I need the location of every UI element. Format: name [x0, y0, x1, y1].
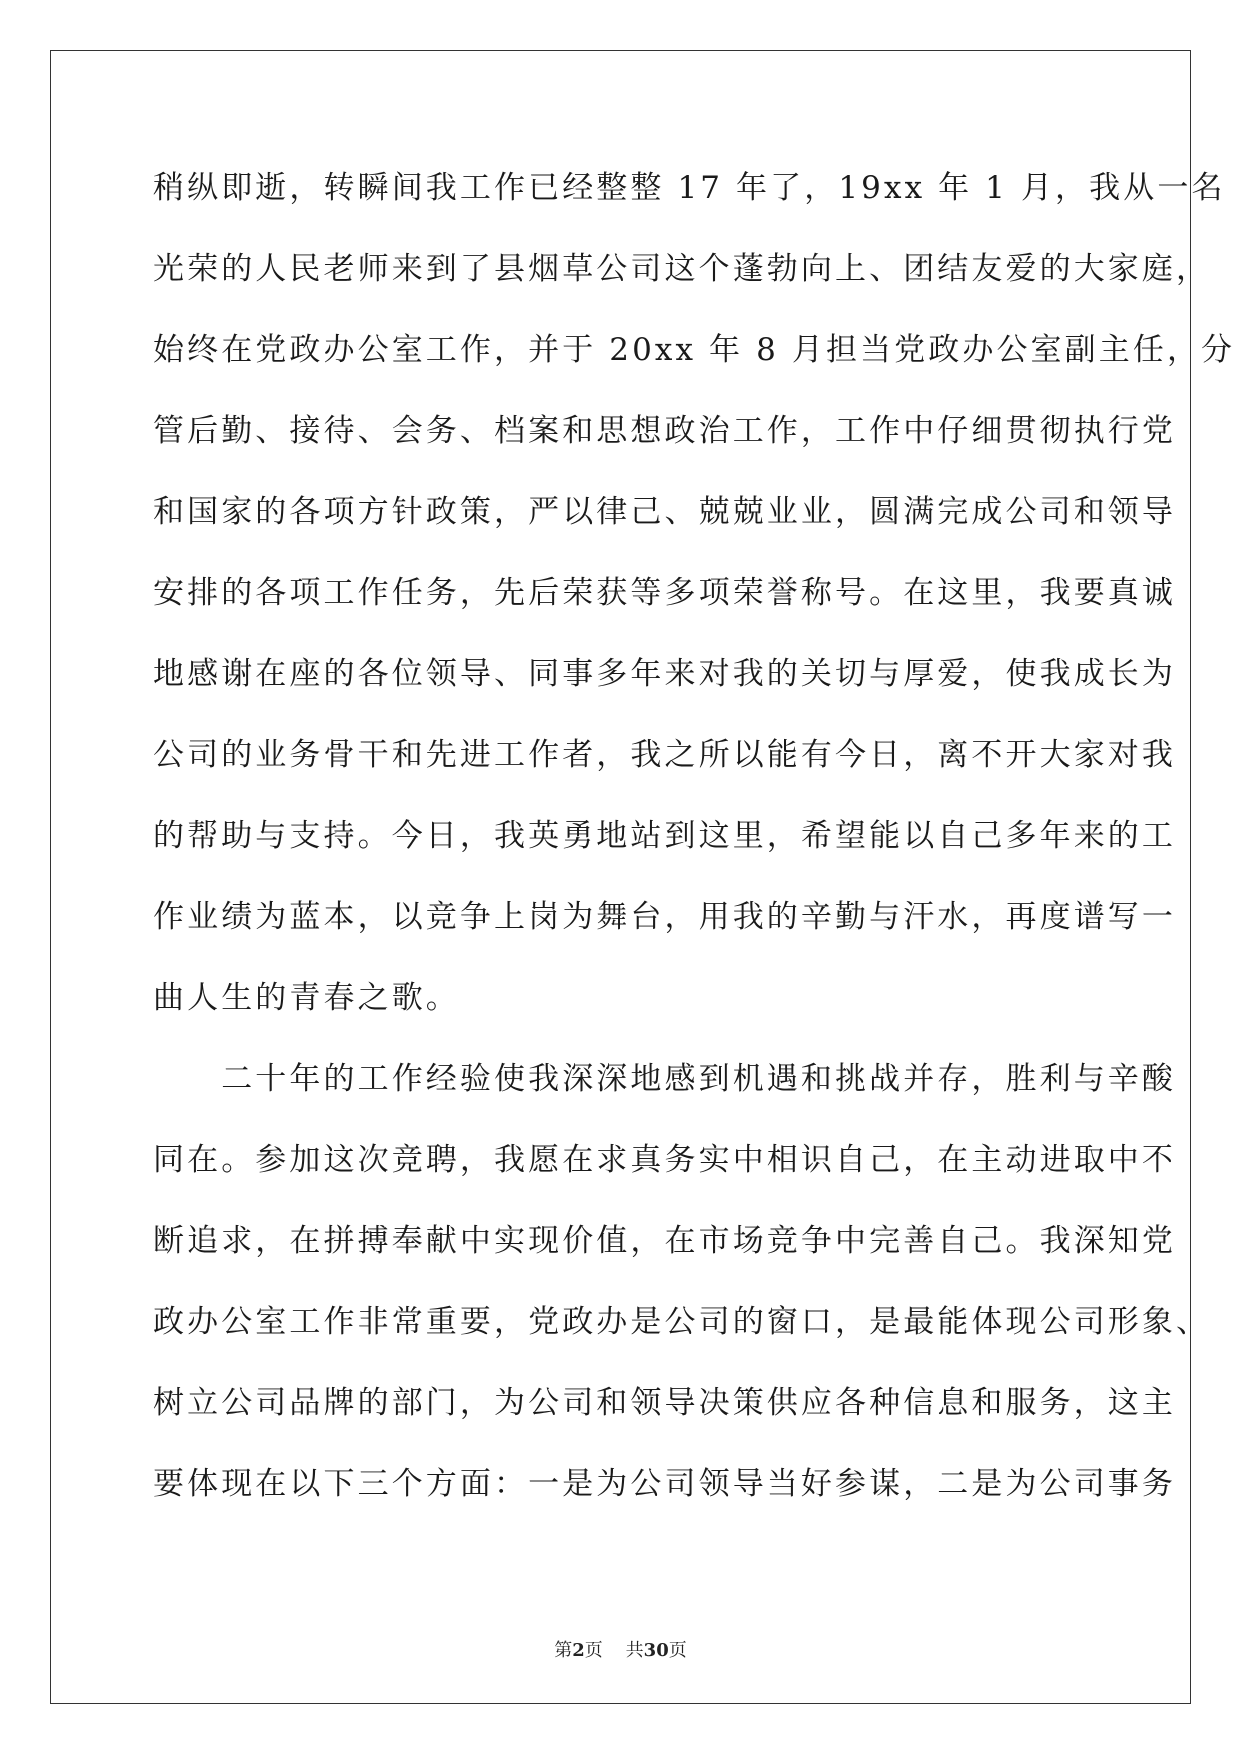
page-prefix: 第 [554, 1640, 573, 1661]
total-suffix: 页 [668, 1640, 687, 1661]
text-line: 曲人生的青春之歌。 [153, 980, 460, 1016]
text-line: 作业绩为蓝本，以竞争上岗为舞台，用我的辛勤与汗水，再度谱写一 [153, 899, 1176, 935]
text-line: 同在。参加这次竞聘，我愿在求真务实中相识自己，在主动进取中不 [153, 1142, 1176, 1178]
text-line: 始终在党政办公室工作，并于 20xx 年 8 月担当党政办公室副主任，分 [153, 332, 1236, 368]
total-pages: 30 [643, 1640, 669, 1661]
document-body [153, 162, 1236, 1539]
page-number: 2 [572, 1640, 585, 1661]
text-line: 稍纵即逝，转瞬间我工作已经整整 17 年了，19xx 年 1 月，我从一名 [153, 170, 1226, 206]
total-prefix: 共 [625, 1640, 644, 1661]
text-line: 和国家的各项方针政策，严以律己、兢兢业业，圆满完成公司和领导 [153, 494, 1176, 530]
text-line: 树立公司品牌的部门，为公司和领导决策供应各种信息和服务，这主 [153, 1385, 1176, 1421]
text-line: 的帮助与支持。今日，我英勇地站到这里，希望能以自己多年来的工 [153, 818, 1176, 854]
text-line: 要体现在以下三个方面：一是为公司领导当好参谋，二是为公司事务 [153, 1466, 1176, 1502]
paragraph-2 [153, 1053, 1211, 1539]
text-line: 公司的业务骨干和先进工作者，我之所以能有今日，离不开大家对我 [153, 737, 1176, 773]
text-line: 地感谢在座的各位领导、同事多年来对我的关切与厚爱，使我成长为 [153, 656, 1176, 692]
page-footer [0, 1636, 1241, 1662]
text-line: 安排的各项工作任务，先后荣获等多项荣誉称号。在这里，我要真诚 [153, 575, 1176, 611]
text-line: 断追求，在拼搏奉献中实现价值，在市场竞争中完善自己。我深知党 [153, 1223, 1176, 1259]
text-line: 二十年的工作经验使我深深地感到机遇和挑战并存，胜利与辛酸 [153, 1061, 1176, 1097]
page-suffix: 页 [584, 1640, 603, 1661]
text-line: 管后勤、接待、会务、档案和思想政治工作，工作中仔细贯彻执行党 [153, 413, 1176, 449]
paragraph-1 [153, 162, 1236, 1053]
text-line: 政办公室工作非常重要，党政办是公司的窗口，是最能体现公司形象、 [153, 1304, 1211, 1340]
text-line: 光荣的人民老师来到了县烟草公司这个蓬勃向上、团结友爱的大家庭， [153, 251, 1211, 287]
